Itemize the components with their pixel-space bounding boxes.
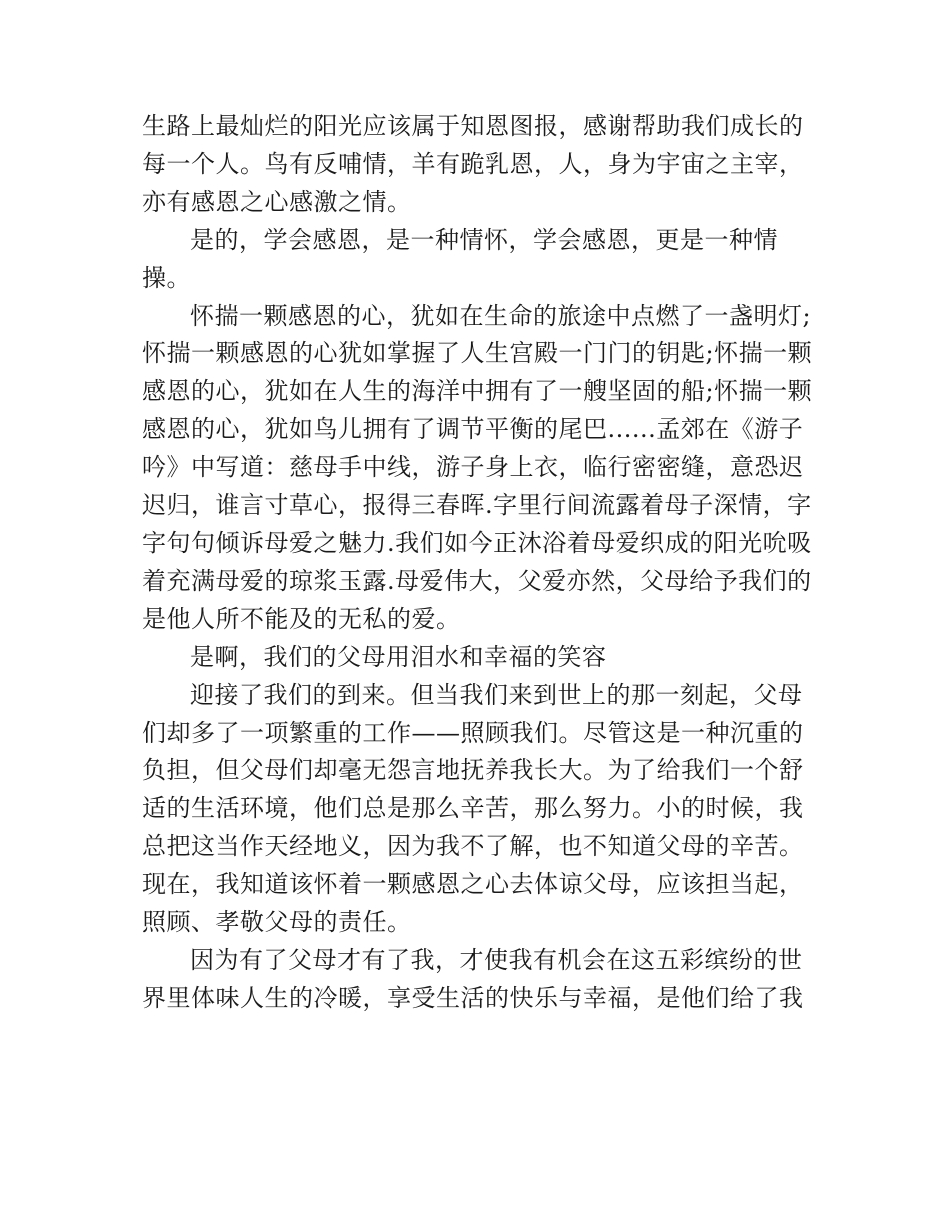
paragraph-1: 生路上最灿烂的阳光应该属于知恩图报，感谢帮助我们成长的每一个人。鸟有反哺情，羊有跪乳恩，人，身为宇宙之主宰，亦有感恩之心感激之情。 [142, 112, 804, 216]
paragraph-5: 迎接了我们的到来。但当我们来到世上的那一刻起，父母们却多了一项繁重的工作——照顾我们。尽管这是一种沉重的负担，但父母们却毫无怨言地抚养我长大。为了给我们一个舒适的生活环境，他们总是那么辛苦，那么努力。小的时候，我总把这当作天经地义，因为我不了解，也不知道父母的辛苦。现在，我知道该怀着一颗感恩之心去体谅父母，应该担当起，照顾、孝敬父母的责任。 [142, 680, 804, 937]
paragraph-4: 是啊，我们的父母用泪水和幸福的笑容 [190, 642, 607, 671]
paragraph-6: 因为有了父母才有了我，才使我有机会在这五彩缤纷的世界里体味人生的冷暖，享受生活的快乐与幸福，是他们给了我 [142, 945, 804, 1012]
document-page [142, 108, 817, 1018]
paragraph-2: 是的，学会感恩，是一种情怀，学会感恩，更是一种情操。 [142, 225, 778, 292]
paragraph-3: 怀揣一颗感恩的心，犹如在生命的旅途中点燃了一盏明灯;怀揣一颗感恩的心犹如掌握了人生宫殿一门门的钥匙;怀揣一颗感恩的心，犹如在人生的海洋中拥有了一艘坚固的船;怀揣一颗感恩的心，犹如鸟儿拥有了调节平衡的尾巴......孟郊在《游子吟》中写道：慈母手中线，游子身上衣，临行密密缝，意恐迟迟归，谁言寸草心，报得三春晖.字里行间流露着母子深情，字字句句倾诉母爱之魅力.我们如今正沐浴着母爱织成的阳光吮吸着充满母爱的琼浆玉露.母爱伟大，父爱亦然，父母给予我们的是他人所不能及的无私的爱。 [142, 301, 813, 633]
